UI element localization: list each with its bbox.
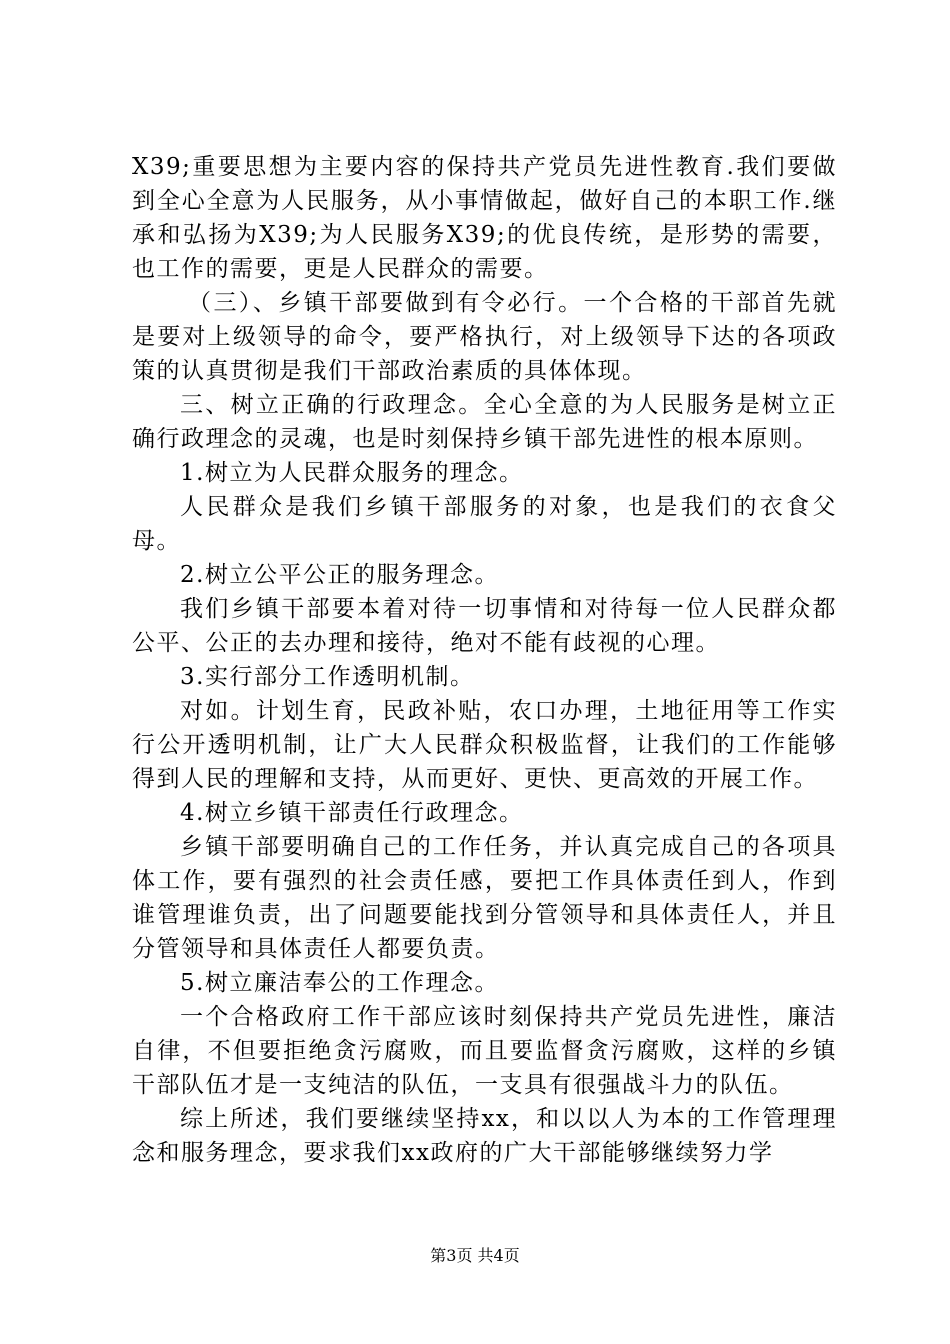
- paragraph: 对如。计划生育，民政补贴，农口办理，土地征用等工作实行公开透明机制，让广大人民群众积极监督，让我们的工作能够得到人民的理解和支持，从而更好、更快、更高效的开展工作。: [132, 698, 837, 792]
- paragraph: 我们乡镇干部要本着对待一切事情和对待每一位人民群众都公平、公正的去办理和接待，绝对不能有歧视的心理。: [132, 596, 837, 656]
- section-heading: 3.实行部分工作透明机制。: [180, 664, 475, 690]
- paragraph: （三）、乡镇干部要做到有令必行。一个合格的干部首先就是要对上级领导的命令，要严格执行，对上级领导下达的各项政策的认真贯彻是我们干部政治素质的具体体现。: [132, 290, 837, 384]
- document-body: [132, 150, 837, 1170]
- paragraph: 乡镇干部要明确自己的工作任务，并认真完成自己的各项具体工作，要有强烈的社会责任感，要把工作具体责任到人，作到谁管理谁负责，出了问题要能找到分管领导和具体责任人，并且分管领导和具体责任人都要负责。: [132, 834, 837, 962]
- section-heading: 2.树立公平公正的服务理念。: [180, 562, 499, 588]
- section-heading: 5.树立廉洁奉公的工作理念。: [180, 970, 499, 996]
- paragraph: 一个合格政府工作干部应该时刻保持共产党员先进性，廉洁自律，不但要拒绝贪污腐败，而且要监督贪污腐败，这样的乡镇干部队伍才是一支纯洁的队伍，一支具有很强战斗力的队伍。: [132, 1004, 837, 1098]
- section-heading: 1.树立为人民群众服务的理念。: [180, 460, 524, 486]
- paragraph: 三、树立正确的行政理念。全心全意的为人民服务是树立正确行政理念的灵魂，也是时刻保持乡镇干部先进性的根本原则。: [132, 392, 837, 452]
- paragraph: X39;重要思想为主要内容的保持共产党员先进性教育.我们要做到全心全意为人民服务，从小事情做起，做好自己的本职工作.继承和弘扬为X39;为人民服务X39;的优良传统，是形势的需要，也工作的需要，更是人民群众的需要。: [132, 154, 837, 282]
- page-number-footer: 第3页 共4页: [430, 1246, 520, 1265]
- section-heading: 4.树立乡镇干部责任行政理念。: [180, 800, 524, 826]
- paragraph: 综上所述，我们要继续坚持xx，和以以人为本的工作管理理念和服务理念，要求我们xx政府的广大干部能够继续努力学: [132, 1106, 837, 1166]
- paragraph: 人民群众是我们乡镇干部服务的对象，也是我们的衣食父母。: [132, 494, 837, 554]
